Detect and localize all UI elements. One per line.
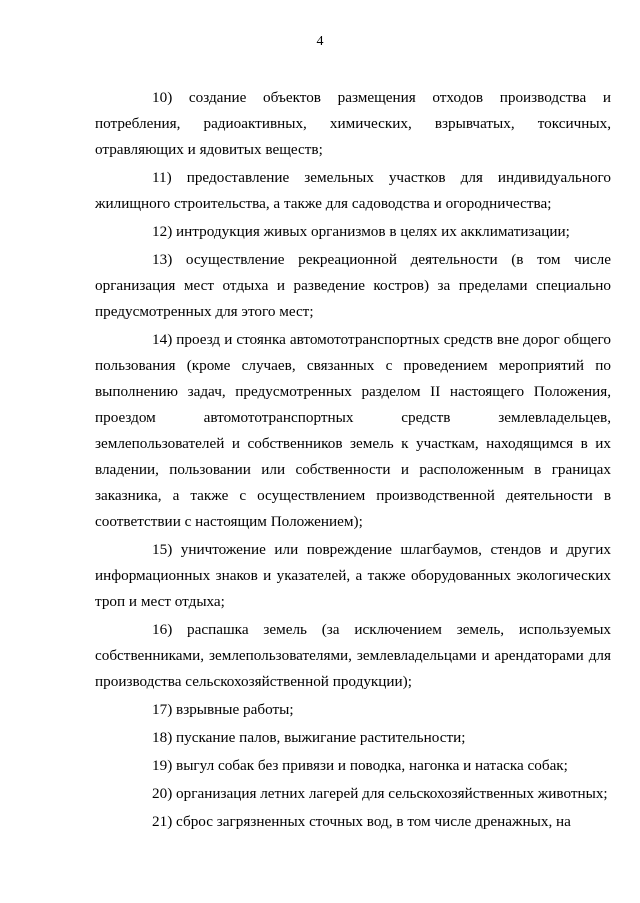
list-item-10: 10) создание объектов размещения отходов производства и потребления, радиоактивных, химических, взрывчатых, токсичных, отравляющих и ядовитых веществ; [95, 89, 611, 158]
list-item-21: 21) сброс загрязненных сточных вод, в том числе дренажных, на [152, 813, 571, 830]
list-item-13: 13) осуществление рекреационной деятельности (в том числе организация мест отдыха и разведение костров) за пределами специально предусмотренных для этого мест; [95, 251, 611, 320]
list-item-11: 11) предоставление земельных участков для индивидуального жилищного строительства, а также для садоводства и огородничества; [95, 169, 611, 212]
list-item-12: 12) интродукция живых организмов в целях их акклиматизации; [152, 223, 570, 240]
document-body [95, 85, 611, 837]
list-item-18: 18) пускание палов, выжигание растительности; [152, 729, 466, 746]
list-item-16: 16) распашка земель (за исключением земель, используемых собственниками, землепользователями, землевладельцами и арендаторами для производства сельскохозяйственной продукции); [95, 621, 611, 690]
page-number: 4 [316, 34, 324, 49]
list-item-20: 20) организация летних лагерей для сельскохозяйственных животных; [152, 785, 608, 802]
list-item-19: 19) выгул собак без привязи и поводка, нагонка и натаска собак; [152, 757, 568, 774]
list-item-14: 14) проезд и стоянка автомототранспортных средств вне дорог общего пользования (кроме случаев, связанных с проведением мероприятий по выполнению задач, предусмотренных разделом II настоящего Положения, проездом автомототранспортных средств землевладельцев, землепользователей и собственников земель к участкам, находящимся в их владении, пользовании или собственности и расположенным в границах заказника, а также с осуществлением производственной деятельности в соответствии с настоящим Положением); [95, 331, 611, 530]
list-item-17: 17) взрывные работы; [152, 701, 294, 718]
list-item-15: 15) уничтожение или повреждение шлагбаумов, стендов и других информационных знаков и указателей, а также оборудованных экологических троп и мест отдыха; [95, 541, 611, 610]
